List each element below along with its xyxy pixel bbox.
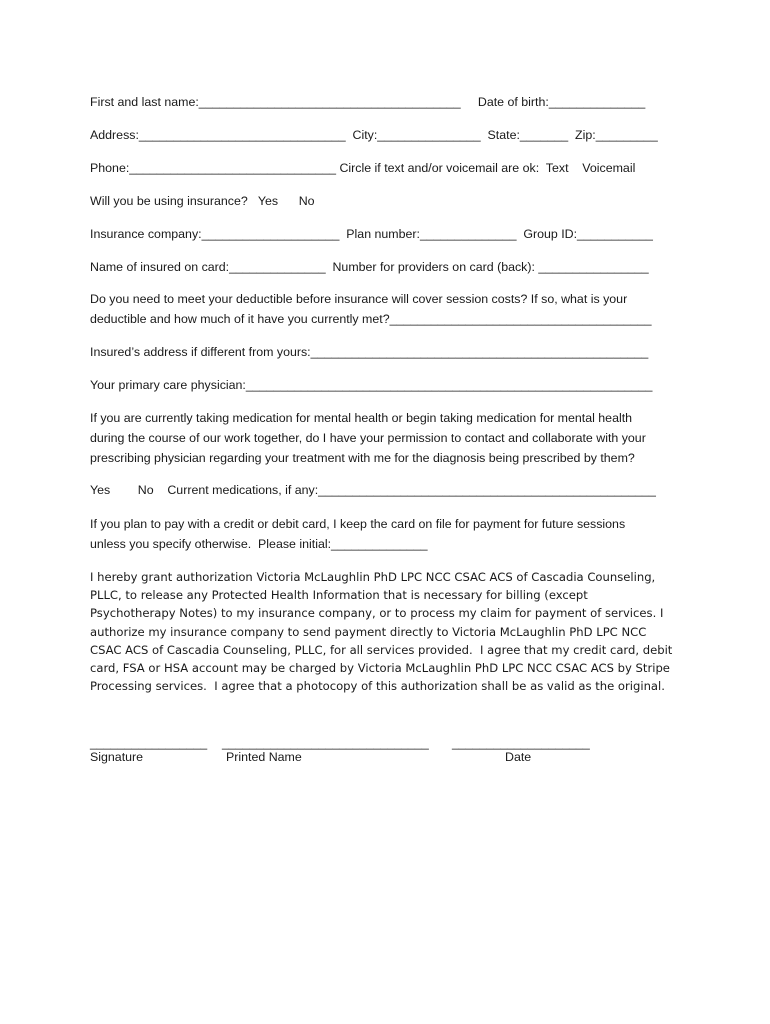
deductible-line: Do you need to meet your deductible before insurance will cover session costs? If so, what is your xyxy=(90,292,628,306)
signature-line[interactable]: _________________ xyxy=(90,736,208,750)
phone-row[interactable]: Phone:______________________________ Circle if text and/or voicemail are ok: Text Voicemail xyxy=(90,161,636,175)
authorization-paragraph xyxy=(90,568,672,695)
authorization-line: Psychotherapy Notes) to my insurance company, or to process my claim for payment of services. I xyxy=(90,606,664,621)
insured-name-row[interactable]: Name of insured on card:______________ Number for providers on card (back): ________________ xyxy=(90,260,649,274)
medication-line: If you are currently taking medication for mental health or begin taking medication for mental health xyxy=(90,411,633,425)
authorization-line: CSAC ACS of Cascadia Counseling, PLLC, for all services provided. I agree that my credit card, debit xyxy=(90,642,673,657)
medication-permission-paragraph xyxy=(90,408,690,468)
authorization-line: card, FSA or HSA account may be charged by Victoria McLaughlin PhD LPC NCC CSAC ACS by Stripe xyxy=(90,661,670,676)
signature-label: Signature xyxy=(90,750,144,764)
medication-line: prescribing physician regarding your treatment with me for the diagnosis being prescribed by them? xyxy=(90,451,635,465)
deductible-question xyxy=(90,289,690,329)
printed-name-label: Printed Name xyxy=(226,750,302,764)
authorization-line: authorize my insurance company to send payment directly to Victoria McLaughlin PhD LPC NCC xyxy=(90,624,647,639)
authorization-line: PLLC, to release any Protected Health Information that is necessary for billing (except xyxy=(90,588,588,603)
date-line[interactable]: ____________________ xyxy=(452,736,590,750)
name-dob-row[interactable]: First and last name:______________________________________ Date of birth:______________ xyxy=(90,95,646,109)
card-line[interactable]: unless you specify otherwise. Please initial:______________ xyxy=(90,537,428,551)
medication-line: during the course of our work together, do I have your permission to contact and collaborate with your xyxy=(90,431,646,445)
address-row[interactable]: Address:______________________________ City:_______________ State:_______ Zip:_________ xyxy=(90,128,658,142)
printed-name-line[interactable]: ______________________________ xyxy=(222,736,429,750)
insurance-company-row[interactable]: Insurance company:____________________ Plan number:______________ Group ID:___________ xyxy=(90,227,653,241)
authorization-line: Processing services. I agree that a photocopy of this authorization shall be as valid as the original. xyxy=(90,679,665,694)
card-on-file-paragraph xyxy=(90,514,690,554)
authorization-line: I hereby grant authorization Victoria McLaughlin PhD LPC NCC CSAC ACS of Cascadia Counseling, xyxy=(90,570,656,584)
card-line: If you plan to pay with a credit or debit card, I keep the card on file for payment for future sessions xyxy=(90,517,626,531)
date-label: Date xyxy=(505,750,532,764)
deductible-line[interactable]: deductible and how much of it have you currently met?______________________________________ xyxy=(90,312,652,326)
insured-address-row[interactable]: Insured’s address if different from yours:_________________________________________________ xyxy=(90,345,649,359)
physician-row[interactable]: Your primary care physician:___________________________________________________________ xyxy=(90,378,653,392)
insurance-question-row[interactable]: Will you be using insurance? Yes No xyxy=(90,194,315,208)
current-medications-row[interactable]: Yes No Current medications, if any:_________________________________________________ xyxy=(90,483,656,497)
